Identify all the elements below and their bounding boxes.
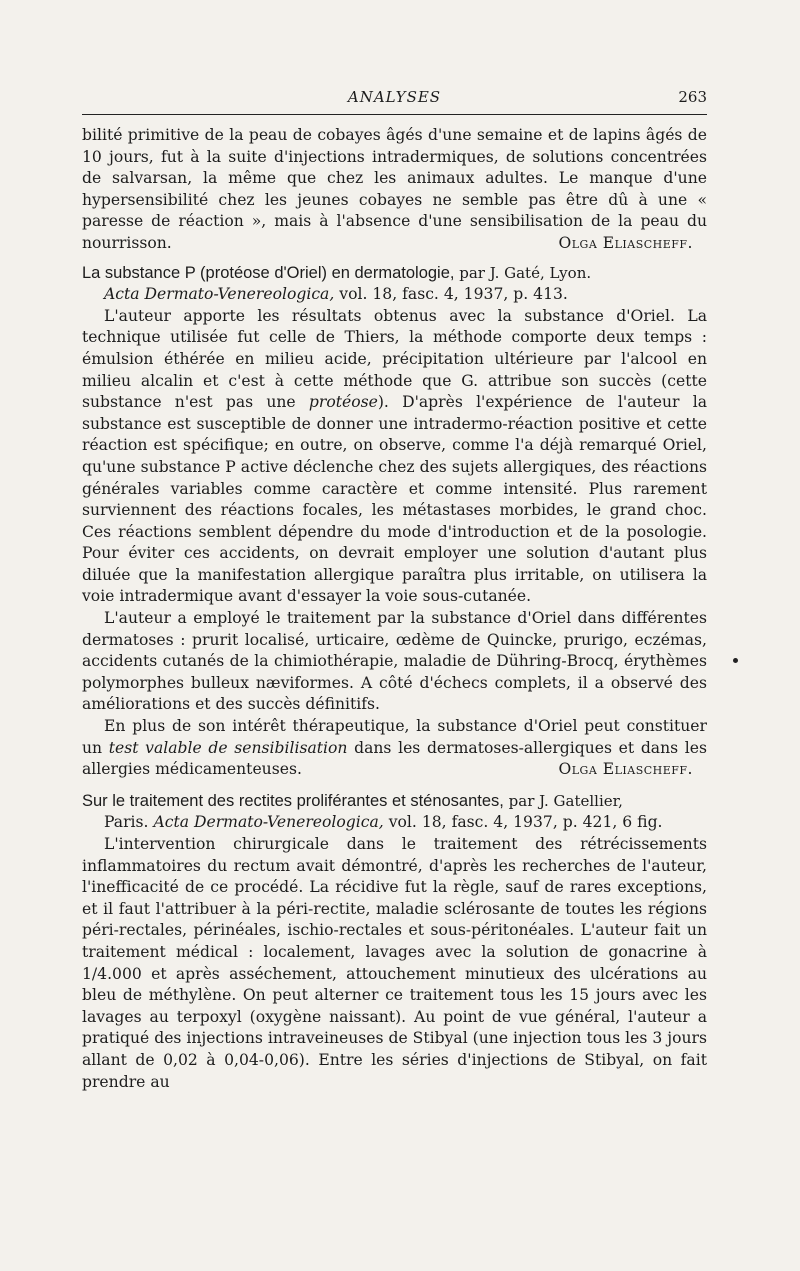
intro-text: bilité primitive de la peau de cobayes âgés d'une semaine et de lapins âgés de 10 jours, fut à la suite d'injections intradermiques, de solutions concentrées de salvarsan, la même que chez les animaux adultes. Le manque d'une hypersensibilité chez les jeunes cobayes ne semble pas être dû à une « paresse de réaction », mais à l'absence d'une sensibilisation de la peau du nourrisson. (82, 126, 707, 252)
journal-page (82, 86, 707, 1093)
article-2-heading (82, 791, 707, 813)
article-1-heading (82, 263, 707, 285)
running-title: ANALYSES (347, 88, 442, 106)
intro-signature: Olga Eliascheff. (558, 233, 693, 252)
article-2-city: Paris. (104, 813, 154, 832)
article-2-citation (82, 812, 707, 834)
page-number: 263 (678, 88, 707, 106)
header-rule (82, 114, 707, 115)
running-header (82, 86, 707, 110)
intro-paragraph (82, 125, 707, 255)
article-2-reference: vol. 18, fasc. 4, 1937, p. 421, 6 fig. (383, 813, 663, 832)
article-1-paragraph-1 (82, 306, 707, 608)
article-1-p3-text-b: dans les dermatoses-allergiques et dans les allergies médicamenteuses. (82, 738, 708, 779)
article-1-p3-emphasis: test valable de sensibilisation (108, 738, 348, 757)
article-1-p3-text-a: En plus de son intérêt thérapeutique, la substance d'Oriel peut constituer un (82, 717, 707, 757)
article-2-journal: Acta Dermato-Venereologica, (153, 813, 384, 832)
article-1-signature: Olga Eliascheff. (558, 760, 693, 779)
article-2-authors: par J. Gatellier, (503, 791, 623, 810)
article-1-p1-emphasis: protéose (308, 393, 378, 412)
article-1-title: La substance P (protéose d'Oriel) en dermatologie, (82, 263, 455, 282)
article-1-reference: vol. 18, fasc. 4, 1937, p. 413. (334, 285, 568, 304)
article-1-p1-text-b: ). D'après l'expérience de l'auteur la substance est susceptible de donner une intradermo-réaction positive et cette réaction est spécifique; en outre, on observe, comme l'a déjà remarqué Oriel, qu'une substance P active déclenche chez des sujets allergiques, des réactions générales variables comme caractère et comme intensité. Plus rarement surviennent des réactions focales, les métastases morbides, le grand choc. Ces réactions semblent dépendre du mode d'introduction et de la posologie. Pour éviter ces accidents, on devrait employer une solution d'autant plus diluée que la manifestation allergique paraîtra plus irritable, on utilisera la voie intradermique avant d'essayer la voie sous-cutanée. (82, 393, 707, 606)
article-1-paragraph-3 (82, 716, 707, 781)
article-1-citation (82, 284, 707, 306)
article-1-journal: Acta Dermato-Venereologica, (104, 285, 335, 304)
article-1-paragraph-2: L'auteur a employé le traitement par la substance d'Oriel dans différentes dermatoses : prurit localisé, urticaire, œdème de Quincke, prurigo, eczémas, accidents cutanés de la chimiothérapie, maladie de Dühring-Brocq, érythèmes polymorphes bulleux næviformes. A côté d'échecs complets, il a observé des améliorations et des succès définitifs. (82, 609, 707, 714)
margin-dot (733, 658, 738, 663)
article-1-p1-text-a: L'auteur apporte les résultats obtenus avec la substance d'Oriel. La technique utilisée fut celle de Thiers, la méthode comporte deux temps : émulsion éthérée en milieu acide, précipitation ultérieure par l'alcool en milieu alcalin et c'est à cette méthode que G. attribue son succès (cette substance n'est pas une (82, 306, 707, 412)
article-2-paragraph-1: L'intervention chirurgicale dans le traitement des rétrécissements inflammatoires du rectum avait démontré, d'après les recherches de l'auteur, l'inefficacité de ce procédé. La récidive fut la règle, sauf de rares exceptions, et il faut l'attribuer à la péri-rectite, maladie sclérosante de toutes les régions péri-rectales, périnéales, ischio-rectales et sous-péritonéales. L'auteur fait un traitement médical : localement, lavages avec la solution de gonacrine à 1/4.000 et après asséchement, attouchement minutieux des ulcérations au bleu de méthylène. On peut alterner ce traitement tous les 15 jours avec les lavages au terpoxyl (oxygène naissant). Au point de vue général, l'auteur a pratiqué des injections intraveineuses de Stibyal (une injection tous les 3 jours allant de 0,02 à 0,04-0,06). Entre les séries d'injections de Stibyal, on fait prendre au (82, 835, 707, 1091)
article-2-title: Sur le traitement des rectites proliférantes et sténosantes, (82, 791, 504, 810)
article-1-authors: par J. Gaté, Lyon. (454, 263, 592, 282)
